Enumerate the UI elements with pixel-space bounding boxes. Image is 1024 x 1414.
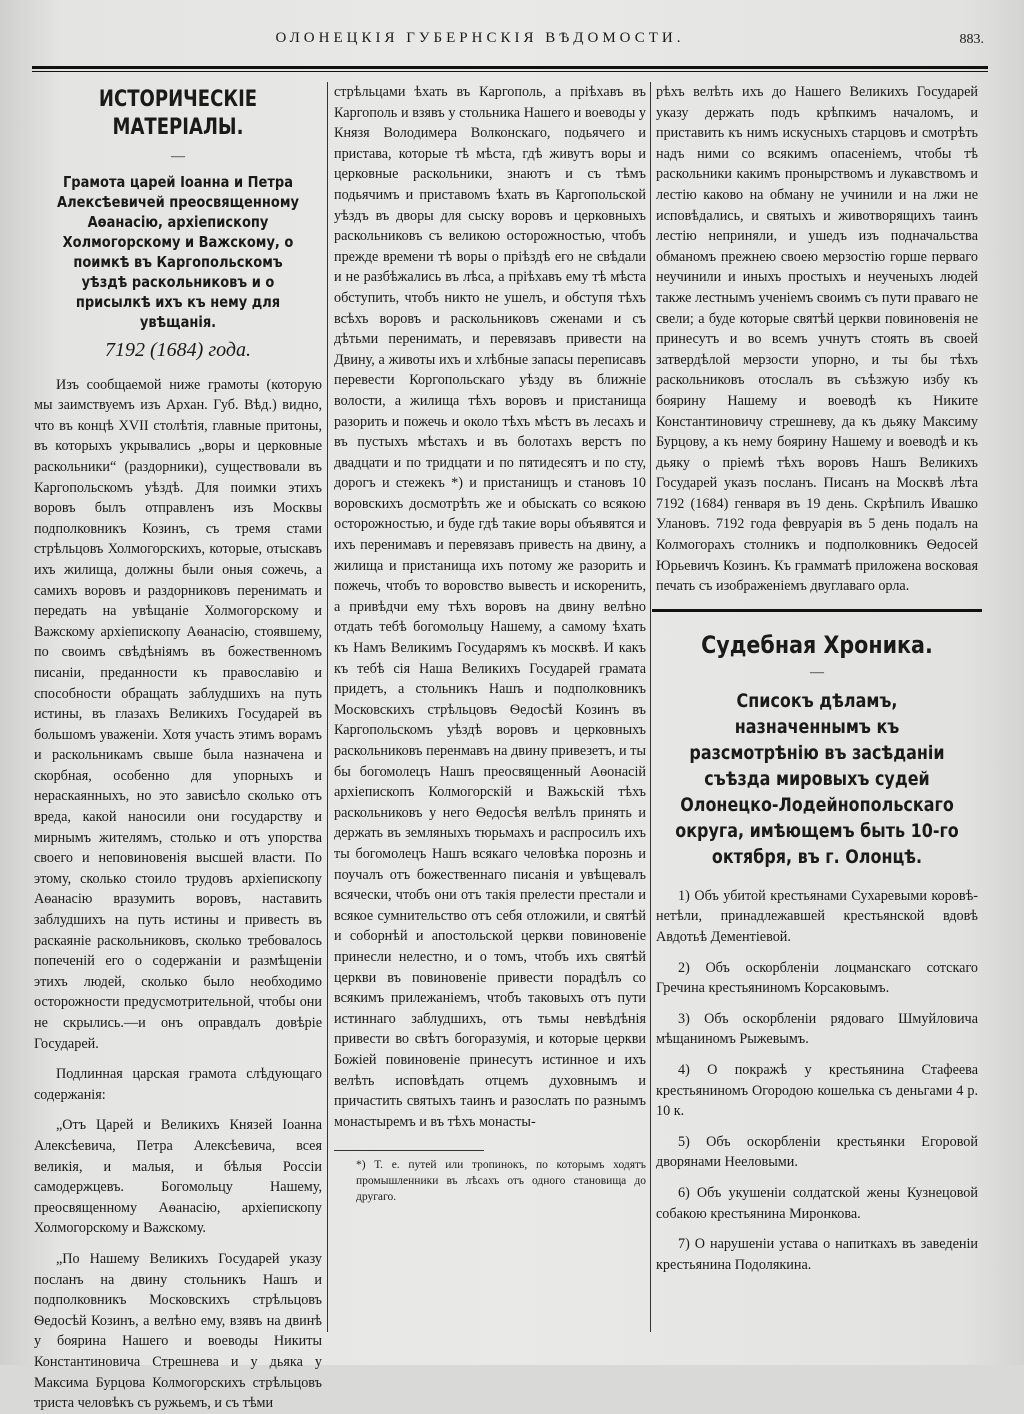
- column-3: [656, 82, 978, 1342]
- charter-text-paragraph: „По Нашему Великихъ Государей указу посланъ на двину стольникъ Нашъ и подполковникъ Московскихъ стрѣльцовъ Ѳедосѣй Козинъ, а велѣно ему, взявъ на двинѣ у боярина Нашего и воеводы Никиты Константиновича Стрешнева и у дьяка у Максима Бурцова Колмогорскихъ стрѣльцовъ триста человѣкъ съ ружьемъ, и съ тѣми: [34, 1250, 322, 1412]
- heading-dash: —: [171, 149, 185, 164]
- header-rule: [32, 66, 988, 72]
- footnote-rule: [334, 1150, 484, 1151]
- chronicle-dash: —: [810, 664, 824, 680]
- section-heading: ИСТОРИЧЕСКІЕ МАТЕРІАЛЫ.: [98, 87, 258, 140]
- chronicle-heading: Судебная Хроника.: [701, 630, 933, 659]
- column-divider-1: [327, 82, 328, 1332]
- case-item: 7) О нарушеніи устава о напиткахъ въ заведеніи крестьянина Подолякина.: [656, 1236, 978, 1273]
- running-head: [0, 30, 1024, 56]
- case-item: 1) Объ убитой крестьянами Сухаревыми коровѣ-нетѣли, принадлежавшей крестьянской вдовѣ Авдотьѣ Дементіевой.: [656, 887, 978, 946]
- page-number: 883.: [959, 32, 984, 47]
- case-item: 5) Объ оскорбленіи крестьянки Егоровой дворянами Нееловыми.: [656, 1133, 978, 1171]
- column-divider-2: [650, 82, 651, 1332]
- document-title: Грамота царей Іоанна и Петра Алексѣевичей преосвященному Аѳанасію, архіепископу Холмогорскому и Важскому, о поимкѣ въ Каргопольскомъ уѣздѣ раскольниковъ и о присылкѣ ихъ къ нему для увѣщанія.: [57, 173, 299, 331]
- footnote: *) Т. е. путей или тропинокъ, по которымъ ходятъ промышленники въ лѣсахъ отъ одного становища до другаго.: [356, 1159, 646, 1204]
- charter-intro-paragraph: Подлинная царская грамота слѣдующаго содержанія:: [34, 1066, 322, 1103]
- running-title: ОЛОНЕЦКІЯ ГУБЕРНСКІЯ ВѢДОМОСТИ.: [275, 30, 685, 46]
- case-list-title: Списокъ дѣламъ, назначеннымъ къ разсмотрѣнію въ засѣданіи съѣзда мировыхъ судей Олонецко-Лодейнопольскаго округа, имѣющемъ быть 10-го октября, въ г. Олонцѣ.: [675, 689, 959, 868]
- charter-continuation: стрѣльцами ѣхать въ Каргополь, а пріѣхавъ въ Каргополь и взявъ у стольника Нашего и воеводы у Князя Володимера Волконскаго, подьячего и пристава, которые тѣ мѣста, гдѣ живутъ воры и церковные раскольники, знаютъ и съ тѣмъ подьячимъ и приставомъ ѣхать въ Каргопольской уѣздъ въ дворы для сыску воровъ и церковныхъ раскольниковъ съ великою осторожностью, чтобъ прежде времени тѣ воры о пріѣздѣ его не свѣдали и не разбѣжались въ лѣса, а пріѣхавъ ему тѣ мѣста обступить, чтобъ никто не ушелъ, и обступя тѣхъ всѣхъ воровъ и раскольниковъ сженами и съ дѣтьми перенимать, и перевязавъ привести на Двину, а животы ихъ и хлѣбные запасы переписавъ перевести Коргопольскаго уѣзду въ ближніе волости, а жилища тѣхъ воровъ и пристанища разорить и пожечь и около тѣхъ мѣстъ въ лесахъ и въ пустыхъ мѣстахъ и въ болотахъ верстъ по двадцати и по тридцати и по пятидесятъ и по сту, дорогъ и стежекъ *) и пристанищъ и становъ 10 воровскихъ досмотрѣть же и обыскать со всякою осторожностью, и буде гдѣ такие воры объявятся и ихъ перенимавъ и перевязавъ привесть на двину, а жилища и пристанища ихъ потому же разорить и пожечь, чтобъ то воровство вывесть и искоренить, а привѣдчи ему тѣхъ воровъ на двину велѣно отдать тебѣ богомольцу Нашему, а самому ѣхать къ Намъ Великимъ Государямъ къ москвѣ. И какъ къ тебѣ сія Наша Великихъ Государей грамата придетъ, а стольникъ Нашъ и подполковникъ Московскихъ стрѣльцовъ Ѳедосѣй Козинъ въ Каргопольскомъ уѣздѣ воровъ и церковныхъ раскольниковъ перенмавъ на двину привезетъ, и ты бы богомолецъ Нашъ преосвященный Аѳонасій архіепископъ Колмогорскій и Важьскій тѣхъ раскольниковъ у него Ѳедосѣя велѣлъ принять и держать въ земляныхъ тюрьмахъ и распросилъ ихъ ты богомолецъ Нашъ всякаго человѣка порознь и поучалъ отъ божественнаго писанія и увѣщевалъ всячески, чтобъ они отъ такія прелести престали и всякое сумнительство отъ себя отложили, и святѣй и соборнѣй и апостольской церкви повиновеніе принесли нелестно, и о томъ, чтобъ ихъ святѣй церкви въ повиновеніе привести порадѣлъ со всякимъ прилежаніемъ, чтобъ таковыхъ отъ пути истиннаго заблудшихъ, отъ тьмы невѣдѣнія привести во свѣтъ богоразумія, и которые церкви Божіей повиновеніе принесутъ истинное и ихъ велѣть исповѣдать отцемъ духовнымъ и причастить святыхъ таинъ и разослать по разнымъ монастыремъ и въ тѣхъ монасты-: [334, 84, 646, 1130]
- case-item: 3) Объ оскорбленіи рядоваго Шмуйловича мѣщаниномъ Рыжевымъ.: [656, 1010, 978, 1048]
- section-rule: [652, 609, 982, 612]
- column-1: [34, 82, 322, 1412]
- case-item: 6) Объ укушеніи солдатской жены Кузнецовой собакою крестьянина Миронкова.: [656, 1184, 978, 1222]
- charter-conclusion: рѣхъ велѣть ихъ до Нашего Великихъ Государей указу держать подъ крѣпкимъ началомъ, и приставить къ нимъ искусныхъ старцовъ и смотрѣть надъ ними со всякимъ опасеніемъ, чтобы тѣ раскольники какимъ пронырствомъ и лукавствомъ и лестію каково на обману не учинили и на лжи не исповѣдались, и святыхъ и животворящихъ таинъ лестію неприняли, и ушедъ изъ подначальства обманомъ прежнею своею мерзостію горше перваго неучинили и иныхъ простыхъ и неученыхъ людей также лестнымъ ученіемъ своимъ съ пути праваго не свели; а будe которые святѣй церкви повиновенія не принесутъ и во всемъ учнутъ стоять въ своей затвердѣлой мерзости упорно, и ты бы тѣхъ раскольниковъ отослалъ въ съѣзжую избу къ боярину Нашему и воеводѣ къ Никите Константиновичу стрешневу, да къ дьяку Максиму Бурцову, а къ нему боярину Нашему и воеводѣ и къ дьяку о пріемѣ тѣхъ воровъ Нашъ Великихъ Государей указъ посланъ. Писанъ на Москвѣ лѣта 7192 (1684) генваря въ 19 день. Скрѣпилъ Ивашко Улановъ. 7192 года февруарія въ 5 день подалъ на Колмогорахъ столникъ и подполковникъ Ѳедосей Юрьевичъ Козинъ. Къ грамматѣ приложена восковая печать съ изображеніемъ двуглаваго орла.: [656, 84, 978, 595]
- case-item: 2) Объ оскорбленіи лоцманскаго сотскаго Гречина крестьяниномъ Корсаковымъ.: [656, 959, 978, 997]
- charter-address-paragraph: „Отъ Царей и Великихъ Князей Іоанна Алексѣевича, Петра Алексѣевича, всея великія, и малыя, и бѣлыя Россіи самодержцевъ. Богомольцу Нашему, преосвященному Аѳанасію, архіепископу Холмогорскому и Важскому.: [34, 1117, 322, 1237]
- column-2: [334, 82, 646, 1342]
- document-date: 7192 (1684) года.: [105, 339, 251, 361]
- intro-paragraph: Изъ сообщаемой ниже грамоты (которую мы заимствуемъ изъ Архан. Губ. Вѣд.) видно, что въ концѣ XVII столѣтія, главные притоны, въ которыхъ укрывались „воры и церковные раскольники“ (раздорники), существовали въ Каргопольскомъ уѣздѣ. Для поимки этихъ воровъ былъ отправленъ изъ Москвы подполковникъ Козинъ, съ тремя стами стрѣльцовъ Холмогорскихъ, которые, отыскавъ ихъ жилища, должны были оныя сожечь, а самихъ воровъ и раздорниковъ перенимать и передать на увѣщаніе Холмогорскому и Важскому архіепископу Аѳанасію, стоявшему, по своимъ свѣдѣніямъ въ божественномъ писаніи, преданности къ православію и способности обращать заблудшихъ на путь истины, въ глазахъ Великихъ Государей въ большомъ уваженіи. Хотя участь этимъ ворамъ и раскольникамъ свыше была назначена и скорбная, особенно для упорныхъ и нераскаянныхъ, но это зависѣло сколько отъ вреда, какой наносили они государству и мирнымъ жителямъ, столько и отъ упорства своего и неповиновенія высшей власти. По этому, сколько стоило трудовъ архіепископу Аѳанасію вразумить воровъ, наставить заблудшихъ на путь истины и привесть въ раскаяніе раскольниковъ, сколько требовалось попеченій его о содержаніи и размѣщеніи этихъ людей, сколько было необходимо осторожности предусмотрительной, чтобы они не скрылись.—и онъ оправдалъ довѣріе Государей.: [34, 376, 322, 1052]
- case-item: 4) О покражѣ у крестьянина Стафеева крестьяниномъ Огородою кошелька съ деньгами 4 р. 10 к.: [656, 1062, 978, 1120]
